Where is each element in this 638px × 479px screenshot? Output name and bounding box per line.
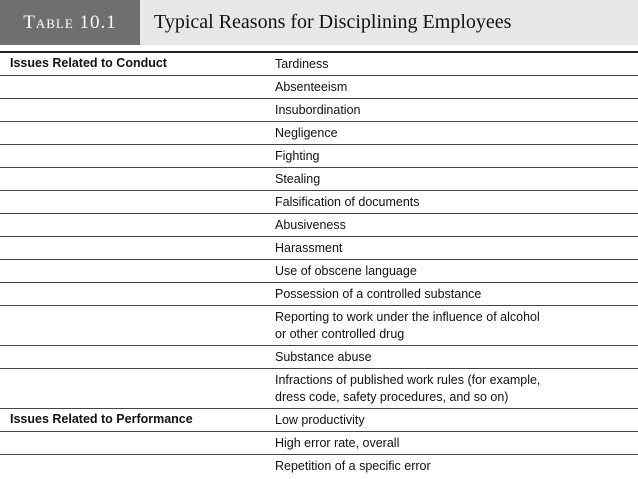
reason-cell: Use of obscene language — [275, 260, 638, 283]
reason-cell: Abusiveness — [275, 214, 638, 237]
table-number-label: Table 10.1 — [0, 0, 140, 45]
table-row — [0, 409, 638, 432]
reason-cell: Insubordination — [275, 99, 638, 122]
reason-cell: High error rate, overall — [275, 432, 638, 455]
category-cell — [0, 432, 275, 455]
table-title: Typical Reasons for Disciplining Employees — [140, 0, 638, 45]
table-row — [0, 432, 638, 455]
reason-cell: Low productivity — [275, 409, 638, 432]
reason-cell: Fighting — [275, 145, 638, 168]
reason-cell: Repetition of a specific error — [275, 459, 431, 473]
table-row — [0, 369, 638, 409]
table-row — [0, 237, 638, 260]
category-cell — [0, 214, 275, 237]
table-row — [0, 214, 638, 237]
reason-cell: Reporting to work under the influence of alcohol or other controlled drug — [275, 306, 638, 346]
reason-cell: Falsification of documents — [275, 191, 638, 214]
table-row — [0, 122, 638, 145]
reason-cell: Stealing — [275, 168, 638, 191]
reasons-table — [0, 53, 638, 477]
category-cell — [0, 168, 275, 191]
reason-cell: Negligence — [275, 122, 638, 145]
table-row — [0, 168, 638, 191]
table-row — [0, 145, 638, 168]
table-row — [0, 53, 638, 76]
reason-cell: Substance abuse — [275, 346, 638, 369]
table-row — [0, 260, 638, 283]
category-cell: Issues Related to Conduct — [0, 53, 275, 76]
category-cell — [0, 145, 275, 168]
category-cell — [0, 237, 275, 260]
category-cell: Issues Related to Performance — [0, 409, 275, 432]
category-cell — [0, 283, 275, 306]
reason-cell: Infractions of published work rules (for example, dress code, safety procedures, and so on) — [275, 369, 638, 409]
table-row — [0, 76, 638, 99]
category-cell — [0, 369, 275, 409]
category-cell — [0, 260, 275, 283]
category-cell — [0, 346, 275, 369]
table-banner — [0, 0, 638, 45]
category-cell — [0, 191, 275, 214]
category-cell — [0, 455, 275, 477]
reason-cell: Absenteeism — [275, 76, 638, 99]
category-cell — [0, 306, 275, 346]
table-row — [0, 346, 638, 369]
category-cell — [0, 76, 275, 99]
reason-cell: Harassment — [275, 237, 638, 260]
reason-cell: Possession of a controlled substance — [275, 283, 638, 306]
table-row — [0, 455, 638, 477]
table-row — [0, 283, 638, 306]
table-row — [0, 306, 638, 346]
reason-cell: Tardiness — [275, 53, 638, 76]
table-row — [0, 191, 638, 214]
category-cell — [0, 99, 275, 122]
category-cell — [0, 122, 275, 145]
table-row — [0, 99, 638, 122]
